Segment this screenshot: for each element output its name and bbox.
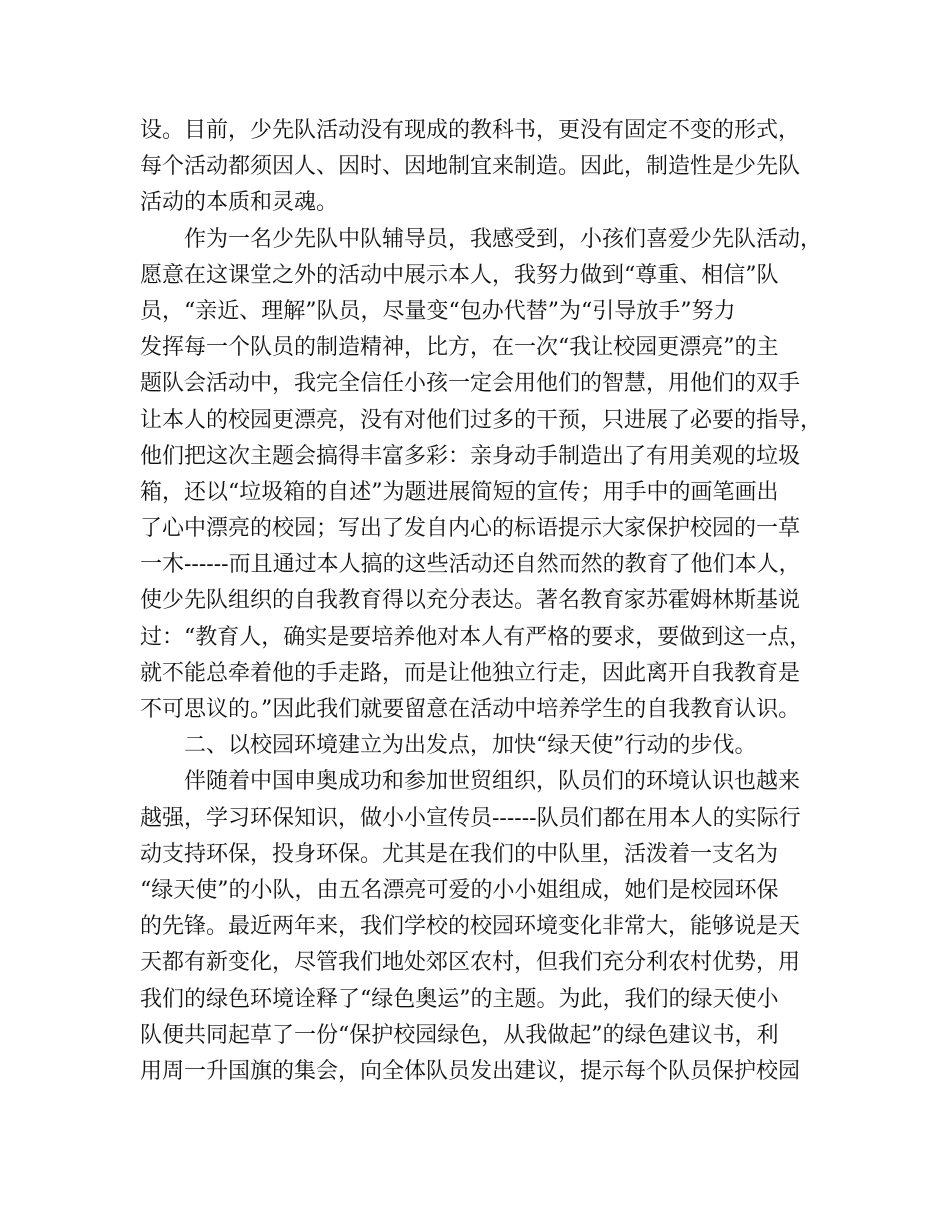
paragraph-start-line: 伴随着中国申奥成功和参加世贸组织，队员们的环境认识也越来 xyxy=(184,769,801,795)
text-line: 不可思议的。”因此我们就要留意在活动中培养学生的自我教育认识。 xyxy=(140,697,801,722)
text-line: 愿意在这课堂之外的活动中展示本人，我努力做到“尊重、相信”队 xyxy=(140,262,779,288)
text-line: 使少先队组织的自我教育得以充分表达。著名教育家苏霍姆林斯基说 xyxy=(140,588,801,614)
text-line: 题队会活动中，我完全信任小孩一定会用他们的智慧，用他们的双手 xyxy=(140,371,801,397)
text-line: 每个活动都须因人、因时、因地制宜来制造。因此，制造性是少先队 xyxy=(140,154,801,180)
text-line: 天都有新变化，尽管我们地处郊区农村，但我们充分利农村优势，用 xyxy=(140,950,801,976)
text-line: 过：“教育人，确实是要培养他对本人有严格的要求，要做到这一点， xyxy=(140,624,812,650)
paragraph-start-line: 作为一名少先队中队辅导员，我感受到，小孩们喜爱少先队活动， xyxy=(184,226,823,252)
text-line: 队便共同起草了一份“保护校园绿色，从我做起”的绿色建议书，利 xyxy=(140,1022,779,1048)
text-line: 了心中漂亮的校园；写出了发自内心的标语提示大家保护校园的一草 xyxy=(140,516,801,542)
text-line: 越强，学习环保知识，做小小宣传员------队员们都在用本人的实际行 xyxy=(140,805,801,831)
text-line: 设。目前，少先队活动没有现成的教科书，更没有固定不变的形式， xyxy=(140,118,801,143)
text-line: 用周一升国旗的集会，向全体队员发出建议，提示每个队员保护校园 xyxy=(140,1058,801,1084)
section-heading: 二、以校园环境建立为出发点，加快“绿天使”行动的步伐。 xyxy=(184,733,757,759)
text-line: 一木------而且通过本人搞的这些活动还自然而然的教育了他们本人， xyxy=(140,552,801,578)
text-line: 员，“亲近、理解”队员，尽量变“包办代替”为“引导放手”努力 xyxy=(140,298,736,324)
text-line: “绿天使”的小队，由五名漂亮可爱的小小姐组成，她们是校园环保 xyxy=(140,877,779,903)
text-line: 的先锋。最近两年来，我们学校的校园环境变化非常大，能够说是天 xyxy=(140,914,801,940)
text-line: 让本人的校园更漂亮，没有对他们过多的干预，只进展了必要的指导， xyxy=(140,407,823,433)
text-line: 我们的绿色环境诠释了“绿色奥运”的主题。为此，我们的绿天使小 xyxy=(140,986,779,1012)
text-line: 就不能总牵着他的手走路，而是让他独立行走，因此离开自我教育是 xyxy=(140,660,801,686)
text-line: 他们把这次主题会搞得丰富多彩：亲身动手制造出了有用美观的垃圾 xyxy=(140,443,801,469)
text-line: 箱，还以“垃圾箱的自述”为题进展简短的宣传；用手中的画笔画出 xyxy=(140,479,779,505)
text-line: 活动的本质和灵魂。 xyxy=(140,190,339,216)
body-text xyxy=(140,113,823,1090)
text-line: 发挥每一个队员的制造精神，比方，在一次“我让校园更漂亮”的主 xyxy=(140,335,779,361)
text-line: 动支持环保，投身环保。尤其是在我们的中队里，活泼着一支名为 xyxy=(140,841,779,867)
